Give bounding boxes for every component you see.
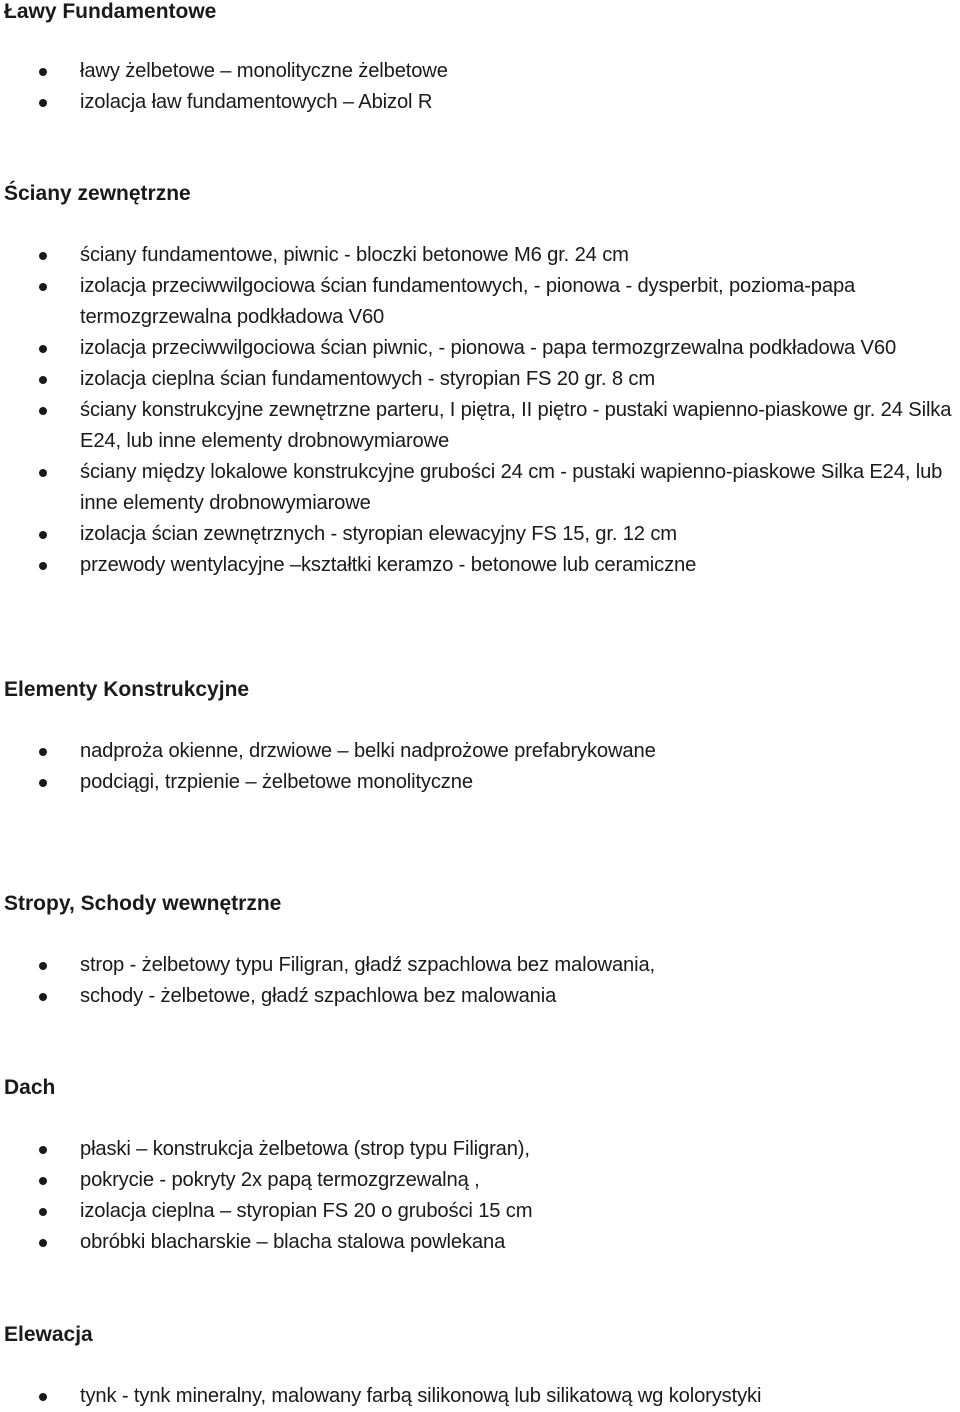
list-item: [0, 457, 960, 519]
list-item: [0, 1196, 960, 1227]
list-item-text: podciągi, trzpienie – żelbetowe monolityczne: [80, 771, 473, 793]
list-item-text: strop - żelbetowy typu Filigran, gładź szpachlowa bez malowania,: [80, 954, 655, 976]
list-item: [0, 87, 960, 118]
bullet-icon: [39, 562, 47, 570]
bullet-icon: [39, 1208, 47, 1216]
bullet-icon: [39, 345, 47, 353]
section-title-elewacja: Elewacja: [4, 1323, 93, 1346]
list-item: [0, 550, 960, 581]
list-item-text: pokrycie - pokryty 2x papą termozgrzewalną ,: [80, 1169, 480, 1191]
bullet-icon: [39, 376, 47, 384]
bullet-icon: [39, 68, 47, 76]
bullet-icon: [39, 1239, 47, 1247]
section-list-sciany-zewnetrzne: [0, 240, 960, 581]
list-item: [0, 271, 960, 333]
bullet-icon: [39, 99, 47, 107]
list-item-text: przewody wentylacyjne –kształtki keramzo - betonowe lub ceramiczne: [80, 554, 697, 576]
list-item-text: izolacja ław fundamentowych – Abizol R: [80, 91, 433, 113]
section-list-lawy-fundamentowe: [0, 56, 960, 118]
bullet-icon: [39, 993, 47, 1001]
section-title-lawy-fundamentowe: Ławy Fundamentowe: [4, 0, 217, 23]
list-item-text: izolacja przeciwwilgociowa ścian piwnic, - pionowa - papa termozgrzewalna podkładowa V60: [80, 337, 897, 359]
list-item-text: ściany między lokalowe konstrukcyjne grubości 24 cm - pustaki wapienno-piaskowe Silka E24, lub inne elementy drobnowymiarowe: [80, 461, 943, 514]
list-item-text: tynk - tynk mineralny, malowany farbą silikonową lub silikatową wg kolorystyki: [80, 1385, 762, 1407]
list-item: [0, 364, 960, 395]
bullet-icon: [39, 1146, 47, 1154]
list-item-text: ściany fundamentowe, piwnic - bloczki betonowe M6 gr. 24 cm: [80, 244, 629, 266]
list-item-text: izolacja cieplna – styropian FS 20 o grubości 15 cm: [80, 1200, 533, 1222]
list-item-text: nadproża okienne, drzwiowe – belki nadprożowe prefabrykowane: [80, 740, 656, 762]
list-item: [0, 950, 960, 981]
bullet-icon: [39, 748, 47, 756]
bullet-icon: [39, 407, 47, 415]
list-item: [0, 333, 960, 364]
section-list-stropy-schody: [0, 950, 960, 1012]
list-item: [0, 395, 960, 457]
bullet-icon: [39, 1393, 47, 1401]
list-item-text: schody - żelbetowe, gładź szpachlowa bez malowania: [80, 985, 557, 1007]
list-item: [0, 981, 960, 1012]
section-list-dach: [0, 1134, 960, 1258]
list-item: [0, 519, 960, 550]
list-item: [0, 1381, 960, 1412]
list-item-text: izolacja cieplna ścian fundamentowych - styropian FS 20 gr. 8 cm: [80, 368, 655, 390]
list-item: [0, 1134, 960, 1165]
list-item-text: izolacja przeciwwilgociowa ścian fundamentowych, - pionowa - dysperbit, pozioma-papa termozgrzewalna podkładowa V60: [80, 275, 856, 328]
section-list-elewacja: [0, 1381, 960, 1412]
section-title-sciany-zewnetrzne: Ściany zewnętrzne: [4, 182, 191, 205]
section-title-dach: Dach: [4, 1076, 56, 1099]
bullet-icon: [39, 1177, 47, 1185]
list-item-text: izolacja ścian zewnętrznych - styropian elewacyjny FS 15, gr. 12 cm: [80, 523, 677, 545]
list-item: [0, 767, 960, 798]
list-item: [0, 240, 960, 271]
bullet-icon: [39, 283, 47, 291]
list-item-text: ławy żelbetowe – monolityczne żelbetowe: [80, 60, 448, 82]
list-item-text: ściany konstrukcyjne zewnętrzne parteru, I piętra, II piętro - pustaki wapienno-piaskowe gr. 24 Silka E24, lub inne elementy drobnowymiarowe: [80, 399, 952, 452]
bullet-icon: [39, 779, 47, 787]
bullet-icon: [39, 962, 47, 970]
list-item: [0, 56, 960, 87]
list-item: [0, 1227, 960, 1258]
list-item: [0, 1165, 960, 1196]
list-item: [0, 736, 960, 767]
section-title-elementy-konstrukcyjne: Elementy Konstrukcyjne: [4, 678, 250, 701]
list-item-text: obróbki blacharskie – blacha stalowa powlekana: [80, 1231, 506, 1253]
bullet-icon: [39, 531, 47, 539]
section-title-stropy-schody: Stropy, Schody wewnętrzne: [4, 892, 282, 915]
bullet-icon: [39, 469, 47, 477]
section-list-elementy-konstrukcyjne: [0, 736, 960, 798]
list-item-text: płaski – konstrukcja żelbetowa (strop typu Filigran),: [80, 1138, 530, 1160]
bullet-icon: [39, 252, 47, 260]
